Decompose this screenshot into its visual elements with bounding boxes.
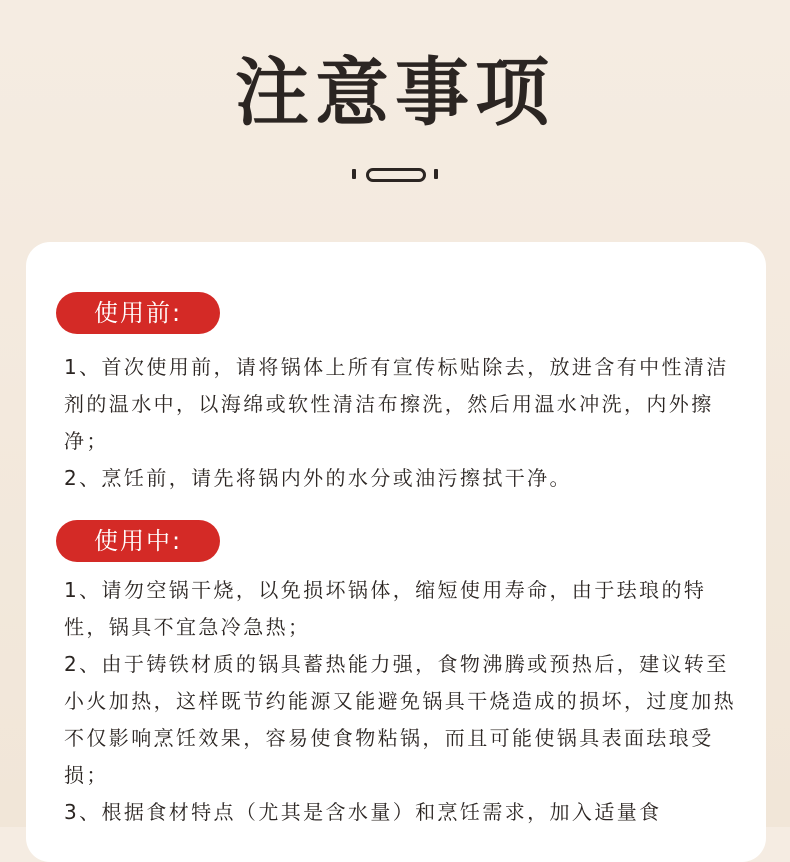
section-text-during-use: [64, 572, 736, 831]
title-divider: [352, 166, 438, 182]
section-text-before-use: [64, 349, 736, 497]
content-card: [26, 242, 766, 862]
section-badge-before-use: 使用前:: [56, 292, 220, 334]
divider-left-bar: [352, 169, 356, 179]
paragraph: 1、首次使用前，请将锅体上所有宣传标贴除去，放进含有中性清洁剂的温水中，以海绵或软性清洁布擦洗，然后用温水冲洗，内外擦净；: [64, 355, 729, 453]
divider-pill: [366, 168, 426, 182]
page-title: 注意事项: [235, 50, 555, 136]
paragraph: 2、由于铸铁材质的锅具蓄热能力强，食物沸腾或预热后，建议转至小火加热，这样既节约能源又能避免锅具干烧造成的损坏，过度加热不仅影响烹饪效果，容易使食物粘锅，而且可能使锅具表面珐琅受损；: [64, 652, 736, 787]
divider-right-bar: [434, 169, 438, 179]
paragraph: 2、烹饪前，请先将锅内外的水分或油污擦拭干净。: [64, 466, 572, 490]
paragraph: 3、根据食材特点（尤其是含水量）和烹饪需求，加入适量食: [64, 800, 662, 824]
paragraph: 1、请勿空锅干烧，以免损坏锅体，缩短使用寿命，由于珐琅的特性，锅具不宜急冷急热；: [64, 578, 707, 639]
section-badge-during-use: 使用中:: [56, 520, 220, 562]
